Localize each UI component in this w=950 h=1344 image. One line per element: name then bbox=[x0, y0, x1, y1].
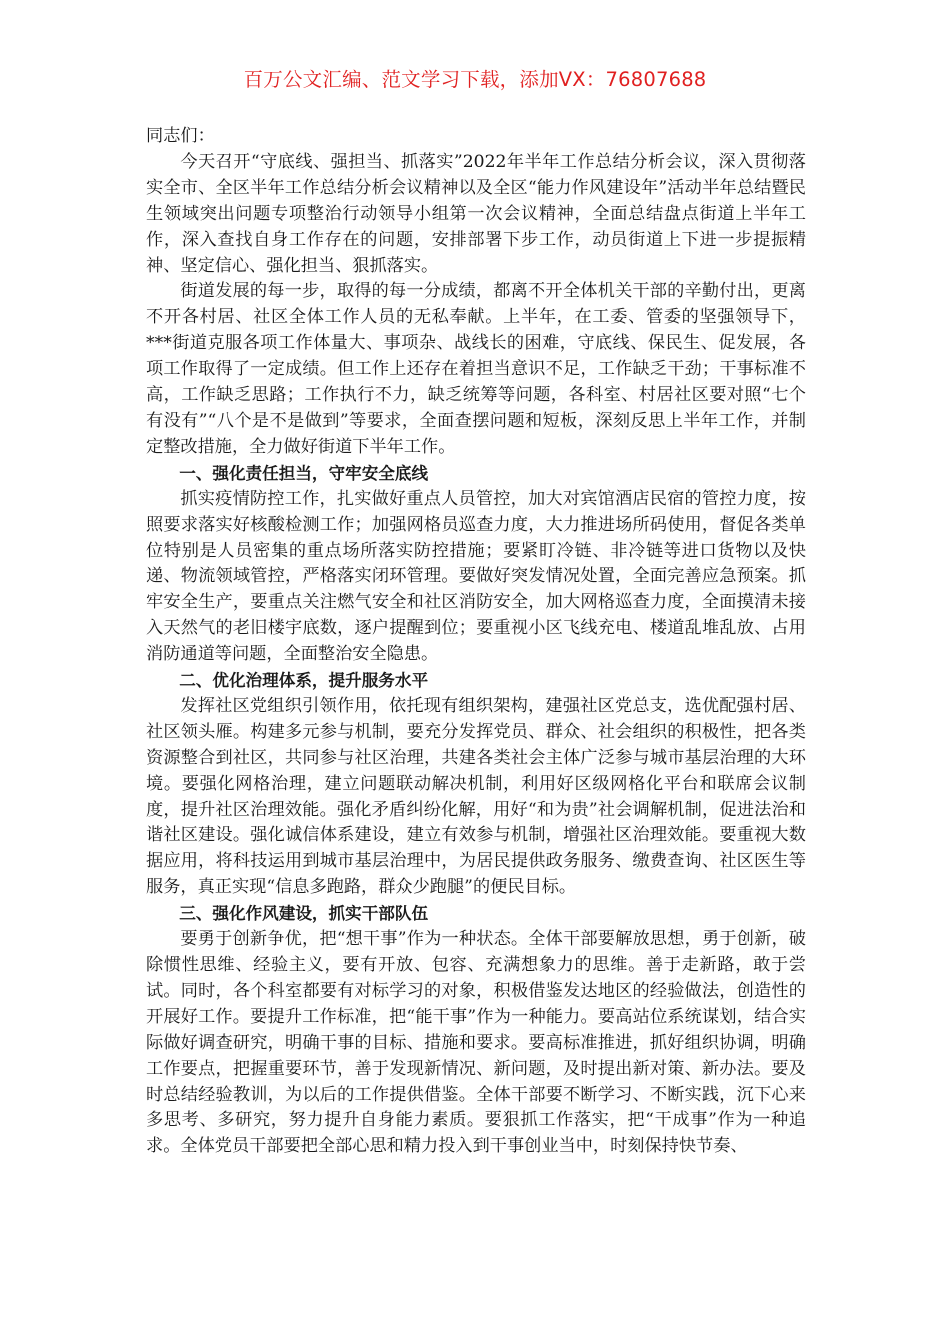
summary-paragraph: 街道发展的每一步，取得的每一分成绩，都离不开全体机关干部的辛勤付出，更离不开各村居、社区全体工作人员的无私奉献。上半年，在工委、管委的坚强领导下，***街道克服各项工作体量大、事项杂、战线长的困难，守底线、保民生、促发展，各项工作取得了一定成绩。但工作上还存在着担当意识不足，工作缺乏干劲；干事标准不高，工作缺乏思路；工作执行不力，缺乏统筹等问题，各科室、村居社区要对照“七个有没有”“八个是不是做到”等要求，全面查摆问题和短板，深刻反思上半年工作，并制定整改措施，全力做好街道下半年工作。 bbox=[146, 281, 806, 457]
promo-banner: 百万公文汇编、范文学习下载，添加VX：76807688 bbox=[243, 68, 707, 91]
document-body bbox=[146, 124, 806, 1160]
section-heading-1: 一、强化责任担当，守牢安全底线 bbox=[179, 463, 429, 483]
section-body-2: 发挥社区党组织引领作用，依托现有组织架构，建强社区党总支，选优配强村居、社区领头雁。构建多元参与机制，要充分发挥党员、群众、社会组织的积极性，把各类资源整合到社区，共同参与社区治理，共建各类社会主体广泛参与城市基层治理的大环境。要强化网格治理，建立问题联动解决机制，利用好区级网格化平台和联席会议制度，提升社区治理效能。强化矛盾纠纷化解，用好“和为贵”社会调解机制，促进法治和谐社区建设。强化诚信体系建设，建立有效参与机制，增强社区治理效能。要重视大数据应用，将科技运用到城市基层治理中，为居民提供政务服务、缴费查询、社区医生等服务，真正实现“信息多跑路，群众少跑腿”的便民目标。 bbox=[146, 695, 806, 898]
section-body-1: 抓实疫情防控工作，扎实做好重点人员管控，加大对宾馆酒店民宿的管控力度，按照要求落实好核酸检测工作；加强网格员巡查力度，大力推进场所码使用，督促各类单位特别是人员密集的重点场所落实防控措施；要紧盯冷链、非冷链等进口货物以及快递、物流领域管控，严格落实闭环管理。要做好突发情况处置，全面完善应急预案。抓牢安全生产，要重点关注燃气安全和社区消防安全，加大网格巡查力度，全面摸清未接入天然气的老旧楼宇底数，逐户提醒到位；要重视小区飞线充电、楼道乱堆乱放、占用消防通道等问题，全面整治安全隐患。 bbox=[146, 488, 806, 665]
intro-paragraph: 今天召开“守底线、强担当、抓落实”2022年半年工作总结分析会议，深入贯彻落实全市、全区半年工作总结分析会议精神以及全区“能力作风建设年”活动半年总结暨民生领域突出问题专项整治行动领导小组第一次会议精神，全面总结盘点街道上半年工作，深入查找自身工作存在的问题，安排部署下步工作，动员街道上下进一步提振精神、坚定信心、强化担当、狠抓落实。 bbox=[146, 151, 806, 276]
salutation: 同志们： bbox=[146, 126, 215, 146]
section-heading-2: 二、优化治理体系，提升服务水平 bbox=[179, 671, 429, 691]
section-heading-3: 三、强化作风建设，抓实干部队伍 bbox=[179, 904, 429, 924]
section-body-3: 要勇于创新争优，把“想干事”作为一种状态。全体干部要解放思想，勇于创新，破除惯性思维、经验主义，要有开放、包容、充满想象力的思维。善于走新路，敢于尝试。同时，各个科室都要有对标学习的对象，积极借鉴发达地区的经验做法，创造性的开展好工作。要提升工作标准，把“能干事”作为一种能力。要高站位系统谋划，结合实际做好调查研究，明确干事的目标、措施和要求。要高标准推进，抓好组织协调，明确工作要点，把握重要环节，善于发现新情况、新问题，及时提出新对策、新办法。要及时总结经验教训，为以后的工作提供借鉴。全体干部要不断学习、不断实践，沉下心来多思考、多研究，努力提升自身能力素质。要狠抓工作落实，把“干成事”作为一种追求。全体党员干部要把全部心思和精力投入到干事创业当中，时刻保持快节奏、 bbox=[146, 929, 806, 1157]
